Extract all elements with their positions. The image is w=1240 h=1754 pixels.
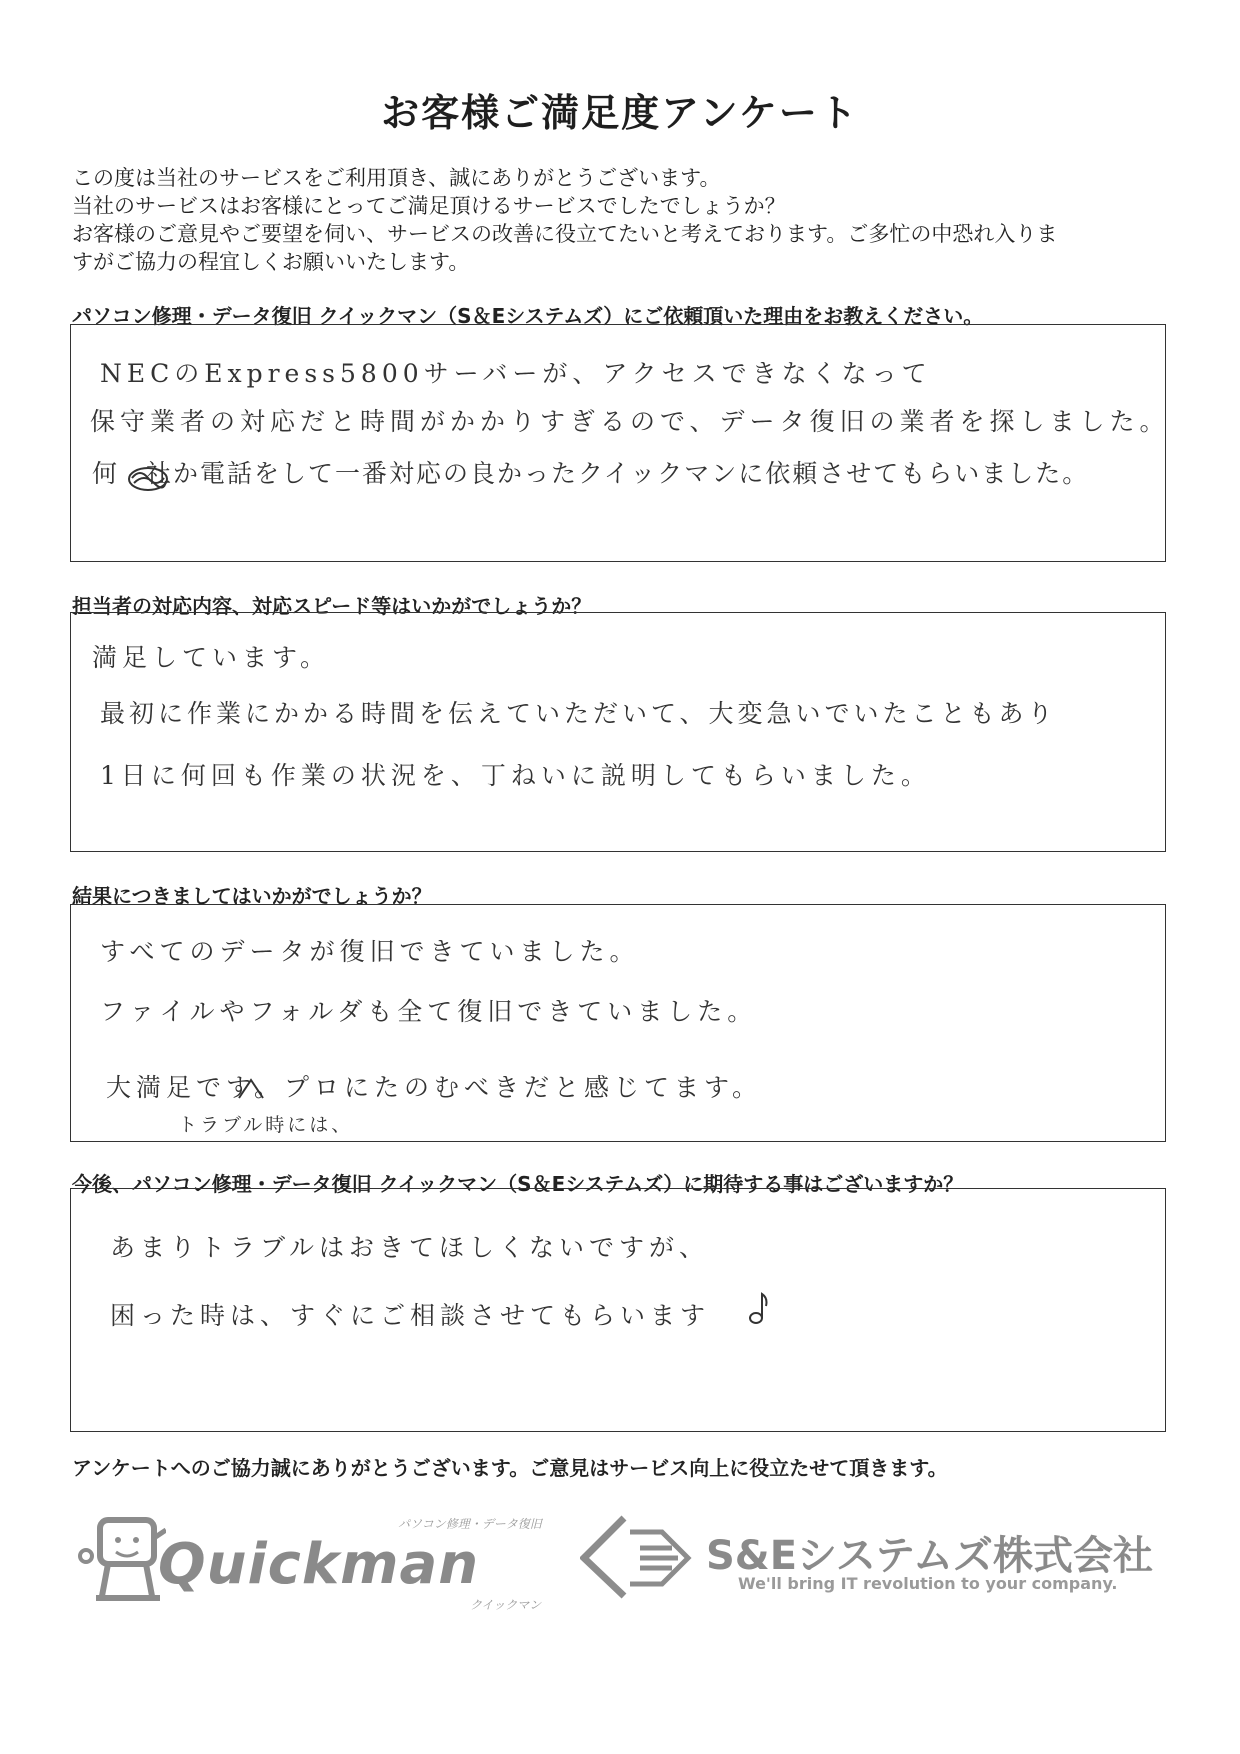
quickman-wordmark: Quickman: [158, 1532, 480, 1597]
question-2-label: 担当者の対応内容、対応スピード等はいかがでしょうか？: [72, 594, 592, 618]
se-systems-logo-mark: [580, 1512, 700, 1602]
answer-3-line-3: 大満足です。プロにたのむべきだと感じてます。: [106, 1073, 763, 1102]
company-name: S&Eシステムズ株式会社: [706, 1533, 1154, 1579]
answer-4-line-1: あまりトラブルはおきてほしくないですが、: [110, 1233, 710, 1262]
quickman-subtitle: パソコン修理・データ復旧: [398, 1517, 542, 1531]
music-note-doodle: [746, 1290, 772, 1328]
intro-line: すがご協力の程宜しくお願いいたします。: [72, 250, 470, 274]
quickman-mascot-logo: [76, 1508, 166, 1608]
company-tagline: We'll bring IT revolution to your company.: [738, 1574, 1118, 1593]
intro-line: お客様のご意見やご要望を伺い、サービスの改善に役立てたいと考えております。ご多忙の中恐れ入りま: [72, 222, 1058, 246]
page-title: お客様ご満足度アンケート: [381, 91, 859, 135]
answer-3-insertion: トラブル時には、: [178, 1114, 354, 1136]
insertion-caret: [236, 1076, 266, 1102]
answer-1-line-3: 何 社か電話をして一番対応の良かったクイックマンに依頼させてもらいました。: [92, 459, 1090, 488]
answer-3-line-1: すべてのデータが復旧できていました。: [100, 937, 640, 966]
quickman-kana: クイックマン: [470, 1598, 542, 1612]
footer-thanks: アンケートへのご協力誠にありがとうございます。ご意見はサービス向上に役立たせて頂きます。: [72, 1456, 948, 1480]
question-4-label: 今後、パソコン修理・データ復旧 クイックマン（S＆Eシステムズ）に期待する事はございますか？: [72, 1172, 964, 1196]
intro-text: [72, 164, 1182, 276]
question-1-label: パソコン修理・データ復旧 クイックマン（S＆Eシステムズ）にご依頼頂いた理由をお教えください。: [72, 304, 984, 328]
intro-line: この度は当社のサービスをご利用頂き、誠にありがとうございます。: [72, 166, 721, 190]
answer-3-line-2: ファイルやフォルダも全て復旧できていました。: [100, 997, 758, 1026]
answer-2-line-2: 最初に作業にかかる時間を伝えていただいて、大変急いでいたこともあり: [100, 699, 1057, 728]
answer-1-line-1: NECのExpress5800サーバーが、アクセスできなくなって: [100, 359, 932, 388]
answer-2-line-1: 満足しています。: [92, 643, 331, 672]
question-3-label: 結果につきましてはいかがでしょうか？: [72, 884, 432, 908]
intro-line: 当社のサービスはお客様にとってご満足頂けるサービスでしたでしょうか？: [72, 194, 786, 218]
answer-1-line-2: 保守業者の対応だと時間がかかりすぎるので、データ復旧の業者を探しました。: [90, 407, 1170, 436]
crossed-out-scribble: [124, 462, 172, 496]
answer-4-line-2: 困った時は、すぐにご相談させてもらいます: [110, 1301, 711, 1330]
answer-2-line-3: 1日に何回も作業の状況を、丁ねいに説明してもらいました。: [100, 761, 931, 790]
